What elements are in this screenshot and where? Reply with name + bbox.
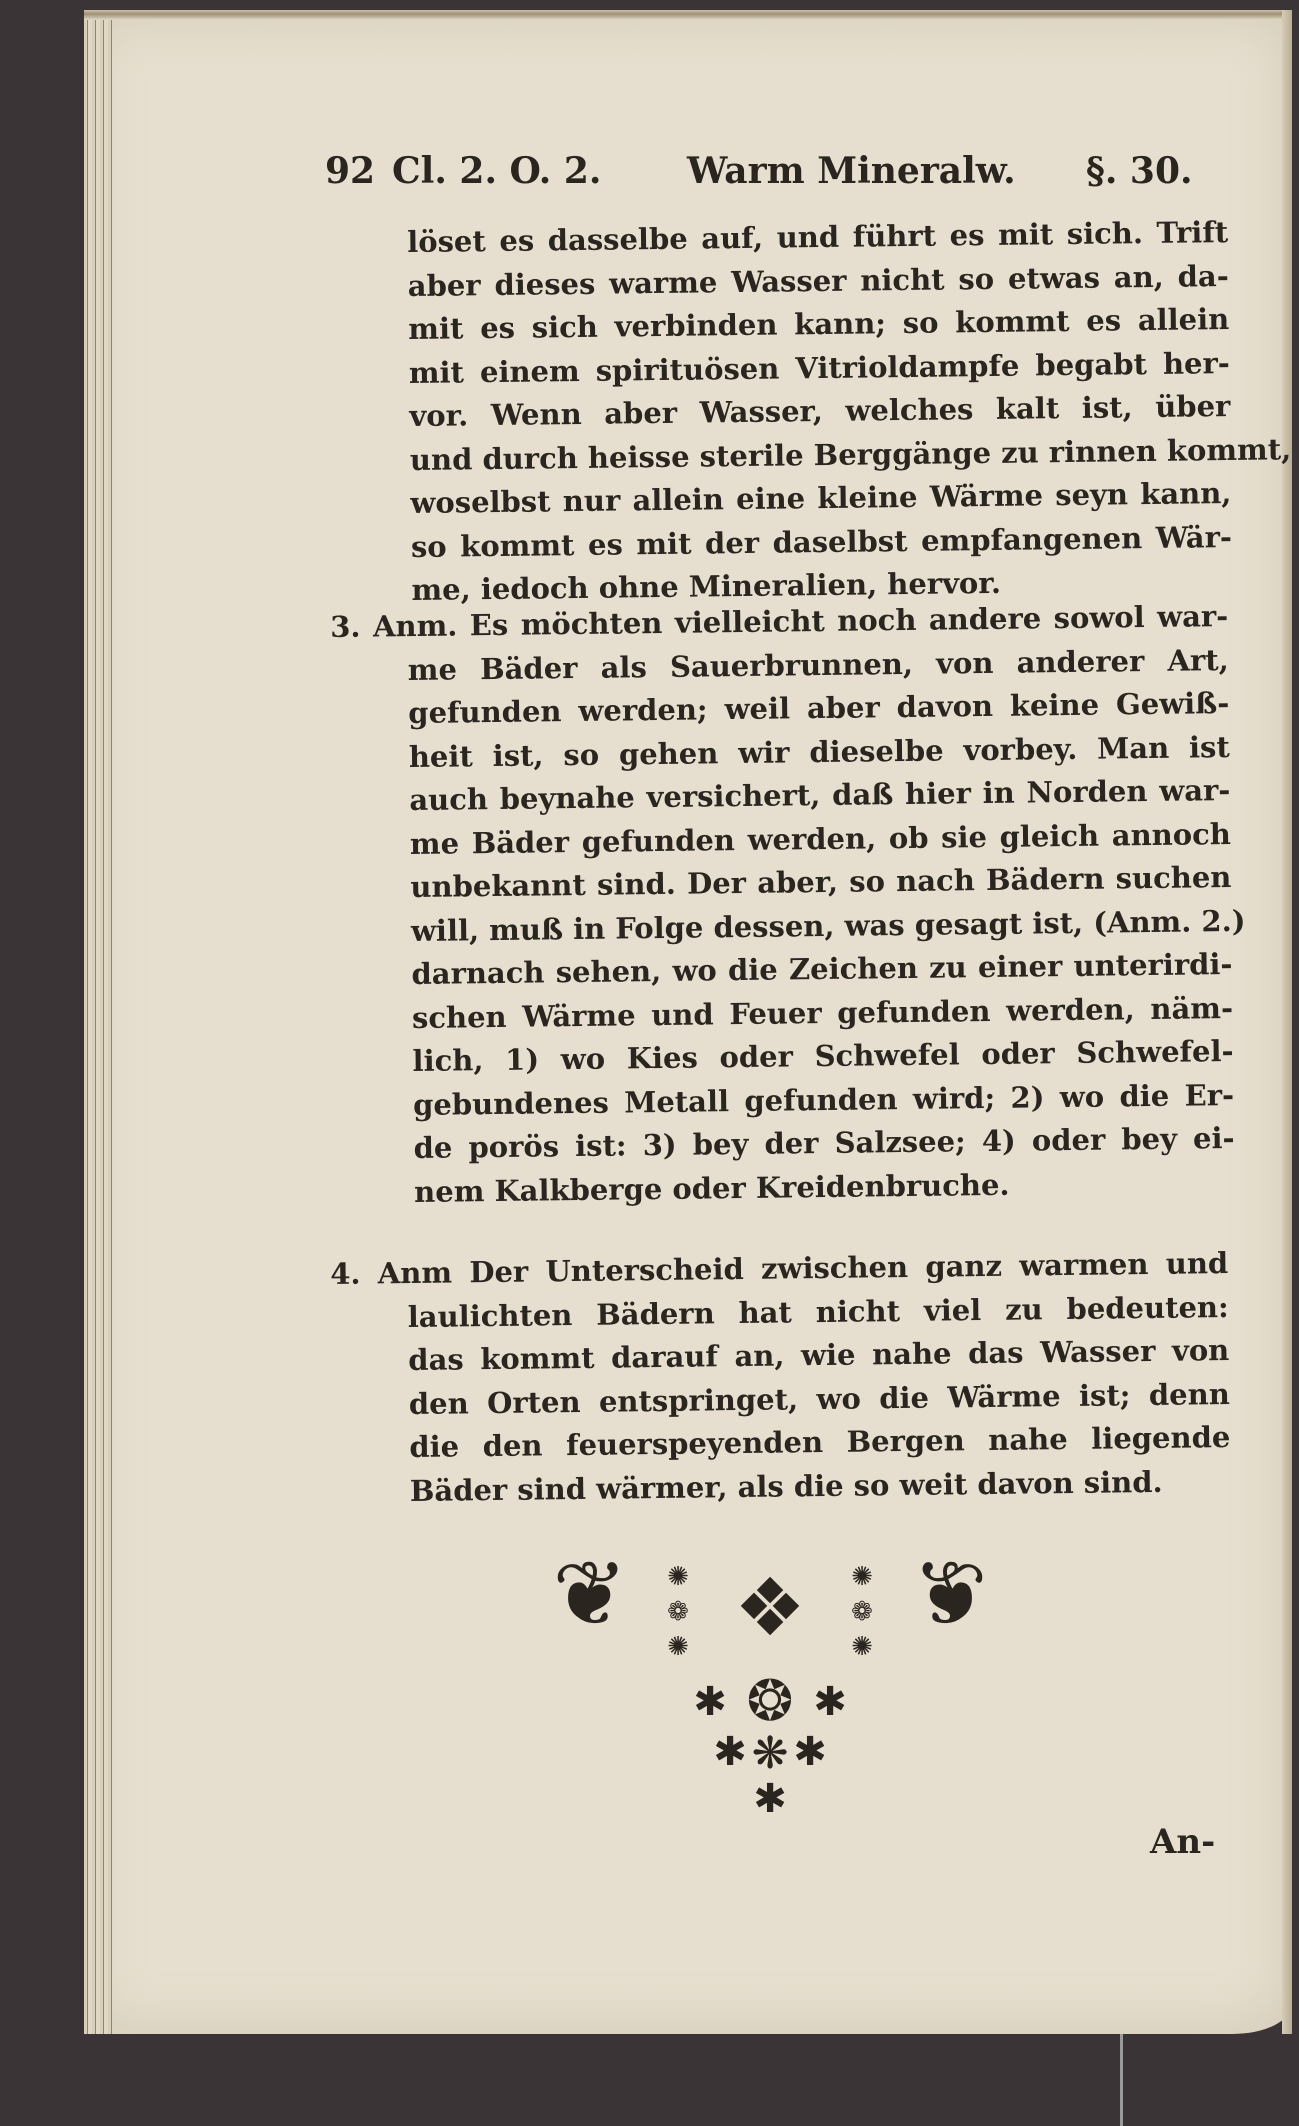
paragraph-continuation (330, 211, 1292, 613)
text-line: de porös ist: 3) bey der Salzsee; 4) oder bey ei- (413, 1120, 1235, 1166)
frame-ornament-icon: ❖ (734, 1561, 806, 1654)
text-line: me, iedoch ohne Mineralien, hervor. (411, 565, 1002, 608)
star-ornament-icon: ✺ (851, 1632, 873, 1662)
text-line: mit es sich verbinden kann; so kommt es allein (408, 302, 1230, 347)
text-line: schen Wärme und Feuer gefunden werden, näm- (411, 990, 1234, 1035)
text-line: heit ist, so gehen wir dieselbe vorbey. Man ist (408, 729, 1230, 774)
star-ornament-icon: ✺ (667, 1632, 689, 1662)
star-ornament-icon: ✺ (667, 1562, 689, 1592)
asterisk-ornament-icon: ✱ (753, 1776, 787, 1820)
text-line: vor. Wenn aber Wasser, welches kalt ist, über (409, 389, 1231, 434)
text-line: gebundenes Metall gefunden wird; 2) wo die Er- (412, 1077, 1235, 1122)
text-line: nem Kalkberge oder Kreidenbruche. (413, 1167, 1010, 1209)
catchword: An- (1150, 1822, 1216, 1862)
asterisk-ornament-icon: ✱ (713, 1729, 747, 1775)
text-line: darnach sehen, wo die Zeichen zu einer unterirdi- (411, 947, 1233, 992)
cover-gap (1120, 2034, 1123, 2126)
running-header (322, 150, 1230, 202)
text-line: den Orten entspringet, wo die Wärme ist; denn (408, 1376, 1230, 1421)
asterisk-ornament-icon: ✱ (813, 1679, 847, 1725)
text-line: löset es dasselbe auf, und führt es mit sich. Trift (407, 215, 1229, 260)
scroll-ornament-left-icon: ❦ (552, 1542, 628, 1647)
text-line: die den feuerspeyenden Bergen nahe liegende (409, 1420, 1231, 1465)
paragraph-note-3 (330, 595, 1246, 1215)
star-ornament-icon: ✺ (851, 1562, 873, 1592)
printers-ornament (530, 1540, 1010, 1820)
text-line: laulichten Bädern hat nicht viel zu bedeuten: (407, 1289, 1229, 1334)
running-title: Warm Mineralw. (687, 150, 1016, 192)
text-line: 4. Anm Der Unterscheid zwischen ganz warmen und (330, 1246, 1229, 1291)
text-line: 3. Anm. Es möchten vielleicht noch andere sowol war- (330, 599, 1229, 644)
text-line: lich, 1) wo Kies oder Schwefel oder Schwefel- (412, 1033, 1234, 1079)
text-line: Bäder sind wärmer, als die so weit davon sind. (409, 1464, 1163, 1508)
text-line: und durch heisse sterile Berggänge zu rinnen kommt, (409, 431, 1292, 477)
text-line: aber dieses warme Wasser nicht so etwas an, da- (407, 258, 1229, 303)
asterisk-ornament-icon: ✱ (793, 1729, 827, 1775)
text-line: me Bäder gefunden werden, ob sie gleich annoch (409, 816, 1232, 861)
rosette-ornament-icon: ❋ (751, 1728, 789, 1779)
rosette-ornament-icon: ❂ (746, 1669, 794, 1734)
knot-ornament-icon: ❁ (667, 1597, 689, 1627)
asterisk-ornament-icon: ✱ (693, 1679, 727, 1725)
section-number: §. 30. (1086, 150, 1193, 192)
text-line: so kommt es mit der daselbst empfangenen Wär- (410, 519, 1233, 564)
paragraph-note-4 (330, 1242, 1231, 1514)
text-line: me Bäder als Sauerbrunnen, von anderer Art, (407, 642, 1229, 687)
knot-ornament-icon: ❁ (851, 1597, 873, 1627)
text-line: mit einem spirituösen Vitrioldampfe begabt her- (408, 345, 1230, 390)
page-number: 92 (325, 150, 376, 192)
class-order: Cl. 2. O. 2. (392, 150, 602, 192)
text-line: unbekannt sind. Der aber, so nach Bädern suchen (410, 860, 1232, 905)
text-line: das kommt darauf an, wie nahe das Wasser von (408, 1333, 1230, 1378)
page-gutter (1282, 10, 1292, 2034)
text-line: gefunden werden; weil aber davon keine Gewiß- (408, 686, 1230, 731)
scroll-ornament-right-icon: ❦ (912, 1542, 988, 1647)
page-edges (84, 10, 112, 2034)
text-line: woselbst nur allein eine kleine Wärme seyn kann, (410, 476, 1232, 521)
text-line: auch beynahe versichert, daß hier in Norden war- (409, 773, 1231, 818)
page-top-edge (84, 10, 1292, 20)
text-line: will, muß in Folge dessen, was gesagt ist, (Anm. 2.) (410, 903, 1246, 948)
